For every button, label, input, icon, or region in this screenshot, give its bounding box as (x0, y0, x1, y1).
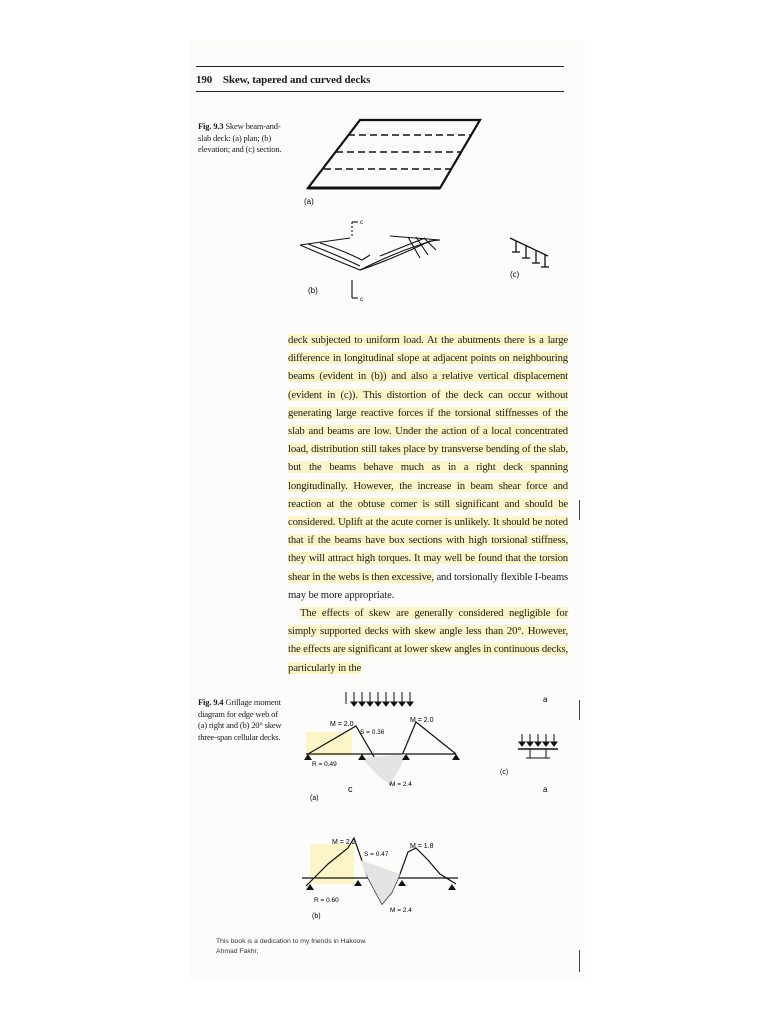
figure-9-3-label-b: (b) (308, 286, 318, 295)
a-m-left: M = 2.0 (330, 721, 354, 728)
figure-9-4-drawing (298, 688, 568, 928)
b-m-mid: M = 2.4 (390, 907, 412, 914)
highlight-a (306, 732, 352, 756)
a-centreline-mark: c (348, 784, 353, 794)
paragraph-2-highlighted: The effects of skew are generally considered negligible for simply supported decks with skew angle less than 20°. However, the effects are significant at lower skew angles in continuous decks, particularly in the (288, 607, 568, 674)
figure-9-3-label: Fig. 9.3 (198, 121, 224, 131)
footer-line-1: This book is a dedication to my friends in Hakoow. (216, 938, 367, 945)
page-number: 190 (196, 74, 213, 86)
section-mark-a-top: a (543, 695, 548, 704)
b-s: S = 0.47 (364, 851, 389, 858)
b-r: R = 0.60 (314, 897, 339, 904)
a-r: R = 0.49 (312, 761, 337, 768)
paragraph-1 (288, 331, 568, 604)
figure-9-4-label: Fig. 9.4 (198, 697, 224, 707)
footer-dedication (216, 937, 367, 957)
paragraph-1-tail: and torsionally flexible I-beams may be more appropriate. (288, 570, 568, 601)
scan-margin-mark (579, 700, 580, 720)
b-label: (b) (312, 913, 321, 920)
running-header (196, 74, 370, 86)
a-label: (a) (310, 795, 319, 802)
body-text (288, 331, 568, 677)
paragraph-2 (288, 604, 568, 677)
scan-margin-mark (579, 500, 580, 520)
section-mark-a-bottom: a (543, 785, 548, 794)
load-arrows (346, 692, 413, 706)
a-m-right: M = 2.0 (410, 717, 434, 724)
section-mark-top: c (360, 220, 363, 226)
figure-9-3-label-a: (a) (304, 197, 314, 206)
elevation-view (300, 222, 440, 298)
figure-9-3-text: Skew beam-and-slab deck: (a) plan; (b) elevation; and (c) section. (198, 121, 282, 154)
a-s: S = 0.36 (360, 729, 385, 736)
figure-9-4-text: Grillage moment diagram for edge web of (a) right and (b) 20° skew three-span cellular decks. (198, 697, 282, 742)
paragraph-1-highlighted: deck subjected to uniform load. At the abutments there is a large difference in longitudinal slope at adjacent points on neighbouring beams (evident in (b)) and also a relative vertical displacement (evident in (c)). This distortion of the deck can occur without generating large reactive forces if the torsional stiffnesses of the slab and beams are low. Under the action of a local concentrated load, distribution still takes place by transverse bending of the slab, but the beams behave much as in a right deck spanning longitudinally. However, the increase in beam shear force and reaction at the obtuse corner is still significant and should be considered. Uplift at the acute corner is unlikely. It should be noted that if the beams have box sections with high torsional stiffness, they will attract high torques. It may well be found that the torsion shear in the webs is then excessive, (288, 334, 568, 583)
footer-line-2: Ahmad Fakhr, (216, 948, 259, 955)
figure-9-3-drawing (290, 100, 570, 310)
a-m-mid: M = 2.4 (390, 781, 412, 788)
section-c (518, 734, 558, 758)
section-view (510, 238, 549, 267)
figure-9-4-label-c: (c) (500, 769, 509, 776)
header-rule (196, 91, 564, 92)
section-mark-bottom: c (360, 297, 363, 303)
chapter-title: Skew, tapered and curved decks (222, 74, 371, 86)
figure-9-3-caption (198, 121, 286, 156)
scan-margin-mark (579, 950, 580, 972)
figure-9-3-label-c: (c) (510, 270, 520, 279)
b-m-left: M = 2.2 (332, 839, 356, 846)
top-rule (196, 66, 564, 67)
plan-view (308, 120, 480, 188)
figure-9-4-caption (198, 697, 286, 743)
b-m-right: M = 1.8 (410, 843, 434, 850)
